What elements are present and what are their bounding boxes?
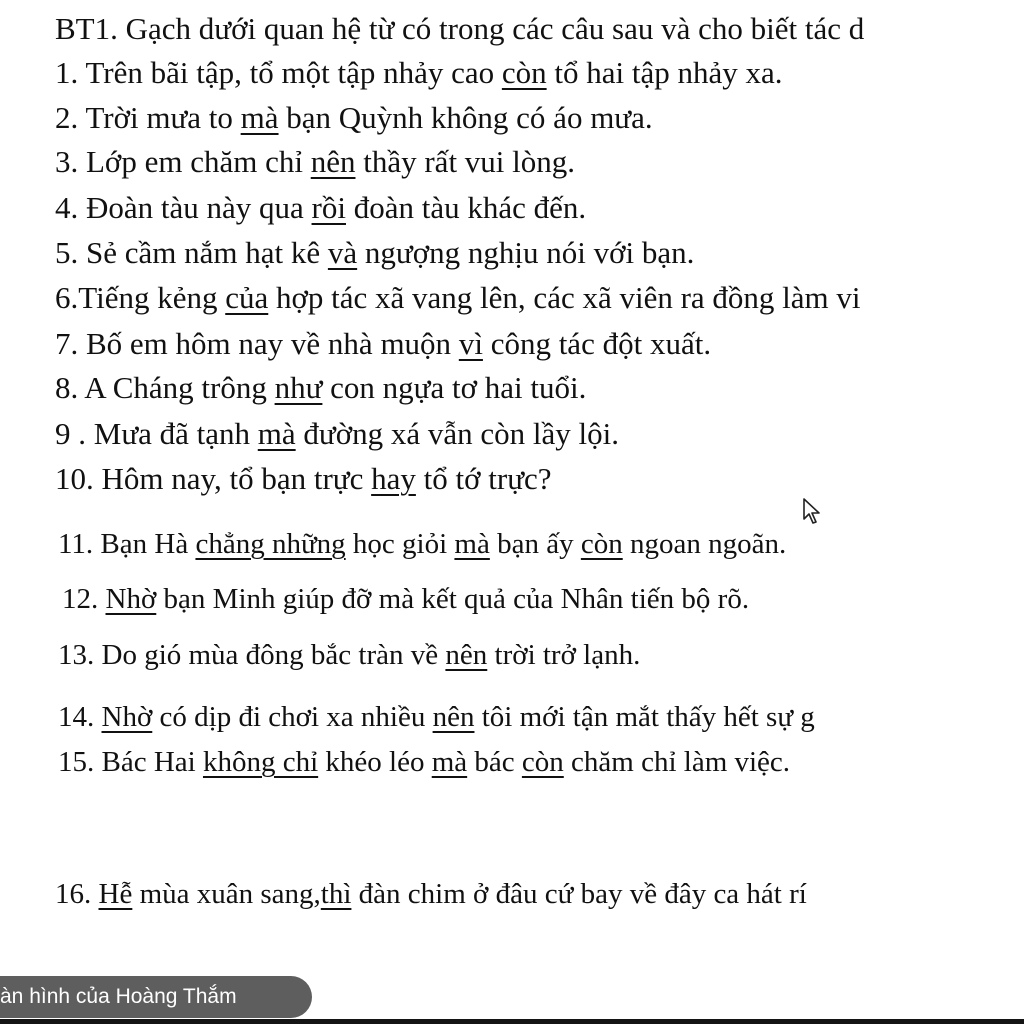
- underlined-relation-word: của: [225, 280, 269, 315]
- underlined-relation-word: còn: [521, 746, 564, 778]
- sentence-text: bạn ấy: [489, 528, 581, 560]
- sentence-text: ngượng nghịu nói với bạn.: [357, 235, 695, 270]
- sentence-text: bạn Quỳnh không có áo mưa.: [278, 100, 653, 135]
- underlined-relation-word: nên: [445, 639, 488, 671]
- sentence-9: [55, 415, 619, 453]
- sentence-text: ngoan ngoãn.: [622, 528, 787, 560]
- exercise-title: BT1. Gạch dưới quan hệ từ có trong các câu sau và cho biết tác d: [55, 11, 865, 46]
- sentence-12: [62, 580, 749, 618]
- sentence-text: 12.: [62, 583, 106, 615]
- sentence-text: 4. Đoàn tàu này qua: [55, 190, 312, 225]
- sentence-text: đoàn tàu khác đến.: [345, 190, 587, 225]
- sentence-6: [55, 279, 861, 317]
- sentence-1: [55, 54, 783, 92]
- underlined-relation-word: thì: [320, 878, 352, 910]
- sentence-text: đàn chim ở đâu cứ bay về đây ca hát rí: [351, 878, 807, 910]
- underlined-relation-word: như: [274, 370, 323, 405]
- sentence-text: 2. Trời mưa to: [55, 100, 241, 135]
- underlined-relation-word: và: [327, 235, 358, 270]
- underlined-relation-word: rồi: [311, 190, 346, 225]
- sentence-text: mùa xuân sang,: [132, 878, 321, 910]
- sentence-text: 11. Bạn Hà: [58, 528, 196, 560]
- sentence-text: 5. Sẻ cầm nắm hạt kê: [55, 235, 328, 270]
- underlined-relation-word: còn: [501, 55, 547, 90]
- sentence-5: [55, 234, 694, 272]
- sentence-text: con ngựa tơ hai tuổi.: [322, 370, 587, 405]
- underlined-relation-word: mà: [454, 528, 490, 560]
- sentence-text: học giỏi: [345, 528, 455, 560]
- sentence-text: 13. Do gió mùa đông bắc tràn về: [58, 639, 446, 671]
- sentence-text: 6.Tiếng kẻng: [55, 280, 226, 315]
- sentence-text: đường xá vẫn còn lầy lội.: [295, 416, 619, 451]
- sentence-text: trời trở lạnh.: [487, 639, 641, 671]
- sentence-16: [55, 875, 807, 913]
- sentence-text: 15. Bác Hai: [58, 746, 203, 778]
- sentence-4: [55, 189, 586, 227]
- sentence-11: [58, 525, 786, 563]
- sentence-text: 7. Bố em hôm nay về nhà muộn: [55, 326, 459, 361]
- sentence-text: công tác đột xuất.: [482, 326, 712, 361]
- sentence-text: 8. A Cháng trông: [55, 370, 275, 405]
- underlined-relation-word: mà: [257, 416, 296, 451]
- sentence-13: [58, 636, 640, 674]
- sentence-text: tổ tớ trực?: [415, 461, 552, 496]
- mouse-pointer-icon: [802, 497, 822, 525]
- underlined-relation-word: Nhờ: [105, 583, 157, 615]
- sentence-text: có dịp đi chơi xa nhiều: [152, 701, 433, 733]
- screen-share-caption: àn hình của Hoàng Thắm: [0, 976, 312, 1018]
- sentence-text: 16.: [55, 878, 99, 910]
- underlined-relation-word: nên: [310, 144, 356, 179]
- sentence-text: 3. Lớp em chăm chỉ: [55, 144, 311, 179]
- sentence-10: [55, 460, 552, 498]
- sentence-text: hợp tác xã vang lên, các xã viên ra đồng làm vi: [268, 280, 861, 315]
- sentence-2: [55, 99, 653, 137]
- sentence-text: 1. Trên bãi tập, tổ một tập nhảy cao: [55, 55, 502, 90]
- sentence-text: 14.: [58, 701, 102, 733]
- sentence-text: bác: [467, 746, 522, 778]
- sentence-14: [58, 698, 815, 736]
- underlined-relation-word: mà: [431, 746, 468, 778]
- sentence-7: [55, 325, 711, 363]
- sentence-text: tổ hai tập nhảy xa.: [546, 55, 783, 90]
- underlined-relation-word: còn: [580, 528, 623, 560]
- sentence-15: [58, 743, 790, 781]
- underlined-relation-word: Hễ: [98, 878, 133, 910]
- underlined-relation-word: chẳng những: [195, 528, 346, 560]
- sentence-8: [55, 369, 586, 407]
- sentence-text: thầy rất vui lòng.: [355, 144, 576, 179]
- sentence-text: 10. Hôm nay, tổ bạn trực: [55, 461, 372, 496]
- sentence-text: 9 . Mưa đã tạnh: [55, 416, 258, 451]
- sentence-text: bạn Minh giúp đỡ mà kết quả của Nhân tiến bộ rõ.: [156, 583, 750, 615]
- underlined-relation-word: vì: [458, 326, 483, 361]
- underlined-relation-word: nên: [432, 701, 475, 733]
- underlined-relation-word: mà: [240, 100, 279, 135]
- underlined-relation-word: hay: [371, 461, 416, 496]
- underlined-relation-word: Nhờ: [101, 701, 153, 733]
- sentence-3: [55, 143, 575, 181]
- sentence-text: khéo léo: [318, 746, 432, 778]
- bottom-bar: [0, 1019, 1024, 1024]
- sentence-text: chăm chỉ làm việc.: [563, 746, 791, 778]
- underlined-relation-word: không chỉ: [202, 746, 319, 778]
- sentence-text: tôi mới tận mắt thấy hết sự g: [474, 701, 815, 733]
